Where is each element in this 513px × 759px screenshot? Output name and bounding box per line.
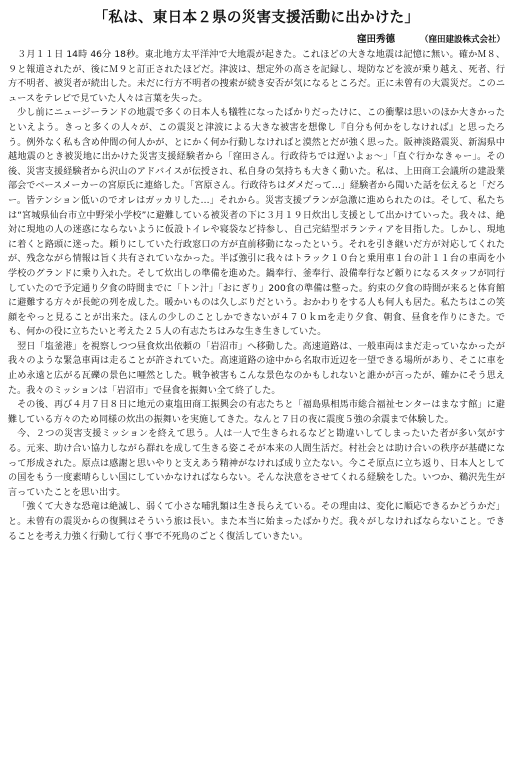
paragraph: ３月１１日 14時 46分 18秒。東北地方太平洋沖で大地震が起きた。これほどの大きな地震は記憶に無い。確かＭ８、９と報道されたが、後にＭ９と訂正されたほどだ。津波は、想定外の高さを記録し、堤防などを波が乗り越え、死者、行方不明者、被災者が続出した。未だに行方不明者の捜索が続き安否が気になるところだ。正に未曾有の大震災だ。このニュースをテレビで見ていた人々は言葉を失った。	[8, 50, 505, 104]
author-affiliation: （窪田建設株式会社）	[419, 35, 505, 45]
author-name: 窪田秀德	[356, 34, 395, 45]
document-title: 「私は、東日本２県の災害支援活動に出かけた」	[93, 10, 420, 26]
author-line	[8, 31, 505, 45]
paragraph: 翌日「塩釜港」を視察しつつ昼食炊出依頼の「岩沼市」へ移動した。高速道路は、一般車両はまだ走っていなかったが我々のような緊急車両は走ることが許されていた。高速道路の途中から名取市近辺を一望できる場所があり、そこに車を止め永遠と広がる瓦礫の景色に唖然とした。戦争被害もこんな景色なのかもしれないと誰かが言ったが、確かにそう思えた。我々のミッションは「岩沼市」で昼食を振舞い全て終了した。	[8, 341, 505, 396]
paragraph: 「強くて大きな恐竜は絶滅し、弱くて小さな哺乳類は生き長らえている。その理由は、変化に順応できるかどうかだ」と。未曾有の震災からの復興はそういう旅は長い。また本当に始まったばかりだ。我々がしなければならないこと。できることを考え力強く行動して行く事で不死鳥のごとく復活していきたい。	[8, 502, 505, 542]
paragraph: その後、再び４月７日８日に地元の東塩田商工振興会の有志たちと「福島県相馬市総合福祉センターはまなす館」に避難している方々のため同様の炊出の振舞いを実施してきた。なんと７日の夜に震度５強の余震まで体験した。	[8, 400, 505, 425]
body-text	[8, 48, 505, 544]
paragraph: 今、２つの災害支援ミッションを終えて思う。人は一人で生きられるなどと勘違いしてしまったいた者が多い気がする。元来、助け合い協力しながら群れを成して生きる姿こそが本来の人間生活だ。村社会とは助け合いの秩序が基礎になって形成された。原点は感謝と思いやりと支えあう精神がなければ成り立たない。今こそ原点に立ち返り、日本人としての国をもう一度素晴らしい国にしていかなければならない。そんな決意をさせてくれる経験をした。いつか、鵜沢先生が言っていたことを思い出す。	[8, 429, 505, 498]
paragraph: 少し前にニュージーランドの地震で多くの日本人も犠牲になったばかりだったけに、この衝撃は思いのほか大きかったといえよう。きっと多くの人々が、この震災と津波による大きな被害を想像し『自分も何かをしなければ』と思ったろう。例外なく私も含め仲間の何人かが、とにかく何か行動しなければと漠然とだが強く思った。阪神淡路震災、新潟県中越地震のとき被災地に出かけた災害支援経験者から「窪田さん。行政待ちでは遅いよぉ～」「直ぐ行かなきゃー」。その後、災害支援経験者から沢山のアドバイスが伝授され、私自身の気持ちも大きく動いた。私は、上田商工会議所の建設業部会でベースメーカーの宮原氏に連絡した。「宮原さん。行政待ちはダメだって…」経験者から聞いた話を伝えると「だろー。皆テンション低いのでオレはガッカリした…」それから。災害支援プランが急激に進められたのは。そして、私たちは“宮城県仙台市立中野栄小学校”に避難している被災者の下に３月１９日炊出し支援として出かけていった。我々は、絶対に現地の人の迷惑にならないように仮設トイレや寝袋など持参し、自己完結型ボランティアを目指した。しかし、現地に着くと路頭に迷った。頼りにしていた行政窓口の方が直前移動になったという。それを引き継いだ方が対応してくれたが、残念ながら情報は旨く共有されていなかった。半ば強引に我々はトラック１０台と乗用車１台の計１１台の車両を小学校のグランドに乗り入れた。そして炊出しの準備を進めた。鍋奉行、釜奉行、設備奉行など頼りになるスタッフが同行していたので予定通り夕食の時間までに「トン汁」「おにぎり」200食の準備は整った。約束の夕食の時間が来ると体育館に避難する方々が長蛇の列を成した。暖かいものは久しぶりだという。おかわりをする人も何人も居た。私たちはこの笑顔をやっと見ることが出来た。ほんの少しのことしかできないが４７０ｋｍを走り夕食、朝食、昼食を作りにきた。でも、何かの役に立ちたいと考えた２５人の有志たちはみな生き生きしていた。	[8, 108, 505, 338]
